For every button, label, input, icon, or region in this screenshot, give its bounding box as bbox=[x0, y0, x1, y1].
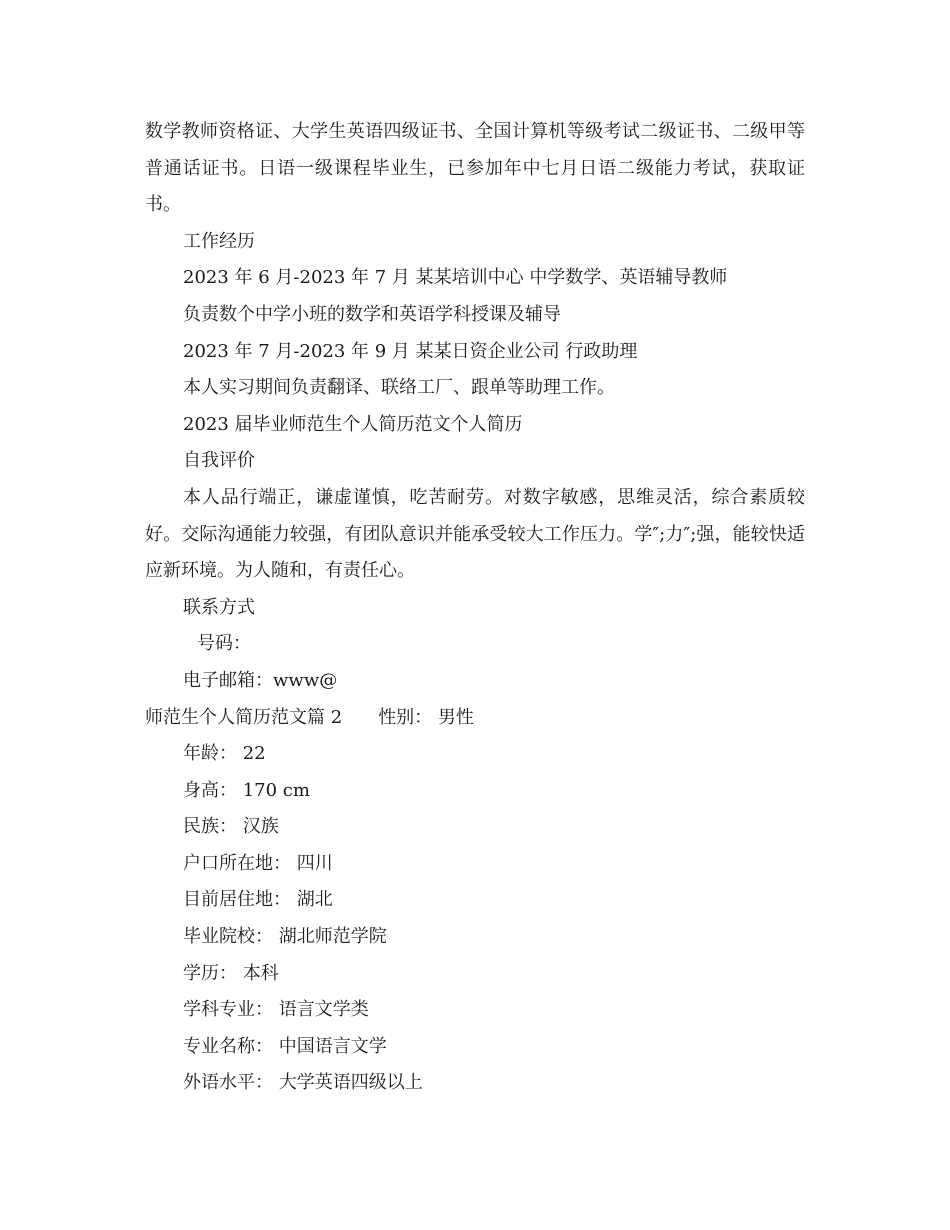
self-evaluation-heading: 自我评价 bbox=[183, 450, 255, 472]
profile-hukou: 户口所在地： 四川 bbox=[183, 852, 333, 874]
job-1-description: 负责数个中学小班的数学和英语学科授课及辅导 bbox=[183, 303, 561, 325]
self-evaluation-text: 本人品行端正，谦虚谨慎，吃苦耐劳。对数字敏感，思维灵活，综合素质较好。交际沟通能力较强，有团队意识并能承受较大工作压力。学″;力″;强，能较快适应新环境。为人随和，有责任心。 bbox=[145, 486, 805, 582]
profile-ethnicity: 民族： 汉族 bbox=[183, 816, 279, 838]
profile-age: 年龄： 22 bbox=[183, 743, 266, 765]
profile-residence: 目前居住地： 湖北 bbox=[183, 889, 333, 911]
profile-major: 专业名称： 中国语言文学 bbox=[183, 1035, 387, 1057]
profile-section-title: 师范生个人简历范文篇 2 bbox=[145, 706, 343, 728]
document-page bbox=[145, 114, 805, 1102]
contact-phone: 号码： bbox=[197, 633, 251, 655]
work-experience-heading: 工作经历 bbox=[183, 230, 255, 252]
job-2-description: 本人实习期间负责翻译、联络工厂、跟单等助理工作。 bbox=[183, 377, 615, 399]
job-2-title: 2023 年 7 月-2023 年 9 月 某某日资企业公司 行政助理 bbox=[183, 340, 638, 362]
profile-discipline: 学科专业： 语言文学类 bbox=[183, 999, 369, 1021]
profile-title-row bbox=[145, 700, 805, 737]
document-title-repeat: 2023 届毕业师范生个人简历范文个人简历 bbox=[183, 413, 523, 435]
contact-email: 电子邮箱：www@ bbox=[183, 669, 338, 691]
profile-gender: 性别： 男性 bbox=[378, 706, 474, 728]
job-1-title: 2023 年 6 月-2023 年 7 月 某某培训中心 中学数学、英语辅导教师 bbox=[183, 267, 728, 289]
profile-school: 毕业院校： 湖北师范学院 bbox=[183, 926, 387, 948]
certificates-paragraph: 数学教师资格证、大学生英语四级证书、全国计算机等级考试二级证书、二级甲等普通话证书。日语一级课程毕业生，已参加年中七月日语二级能力考试，获取证书。 bbox=[145, 121, 805, 216]
profile-foreign-language: 外语水平： 大学英语四级以上 bbox=[183, 1072, 423, 1094]
profile-degree: 学历： 本科 bbox=[183, 962, 279, 984]
contact-heading: 联系方式 bbox=[183, 596, 255, 618]
profile-height: 身高： 170 cm bbox=[183, 779, 310, 801]
